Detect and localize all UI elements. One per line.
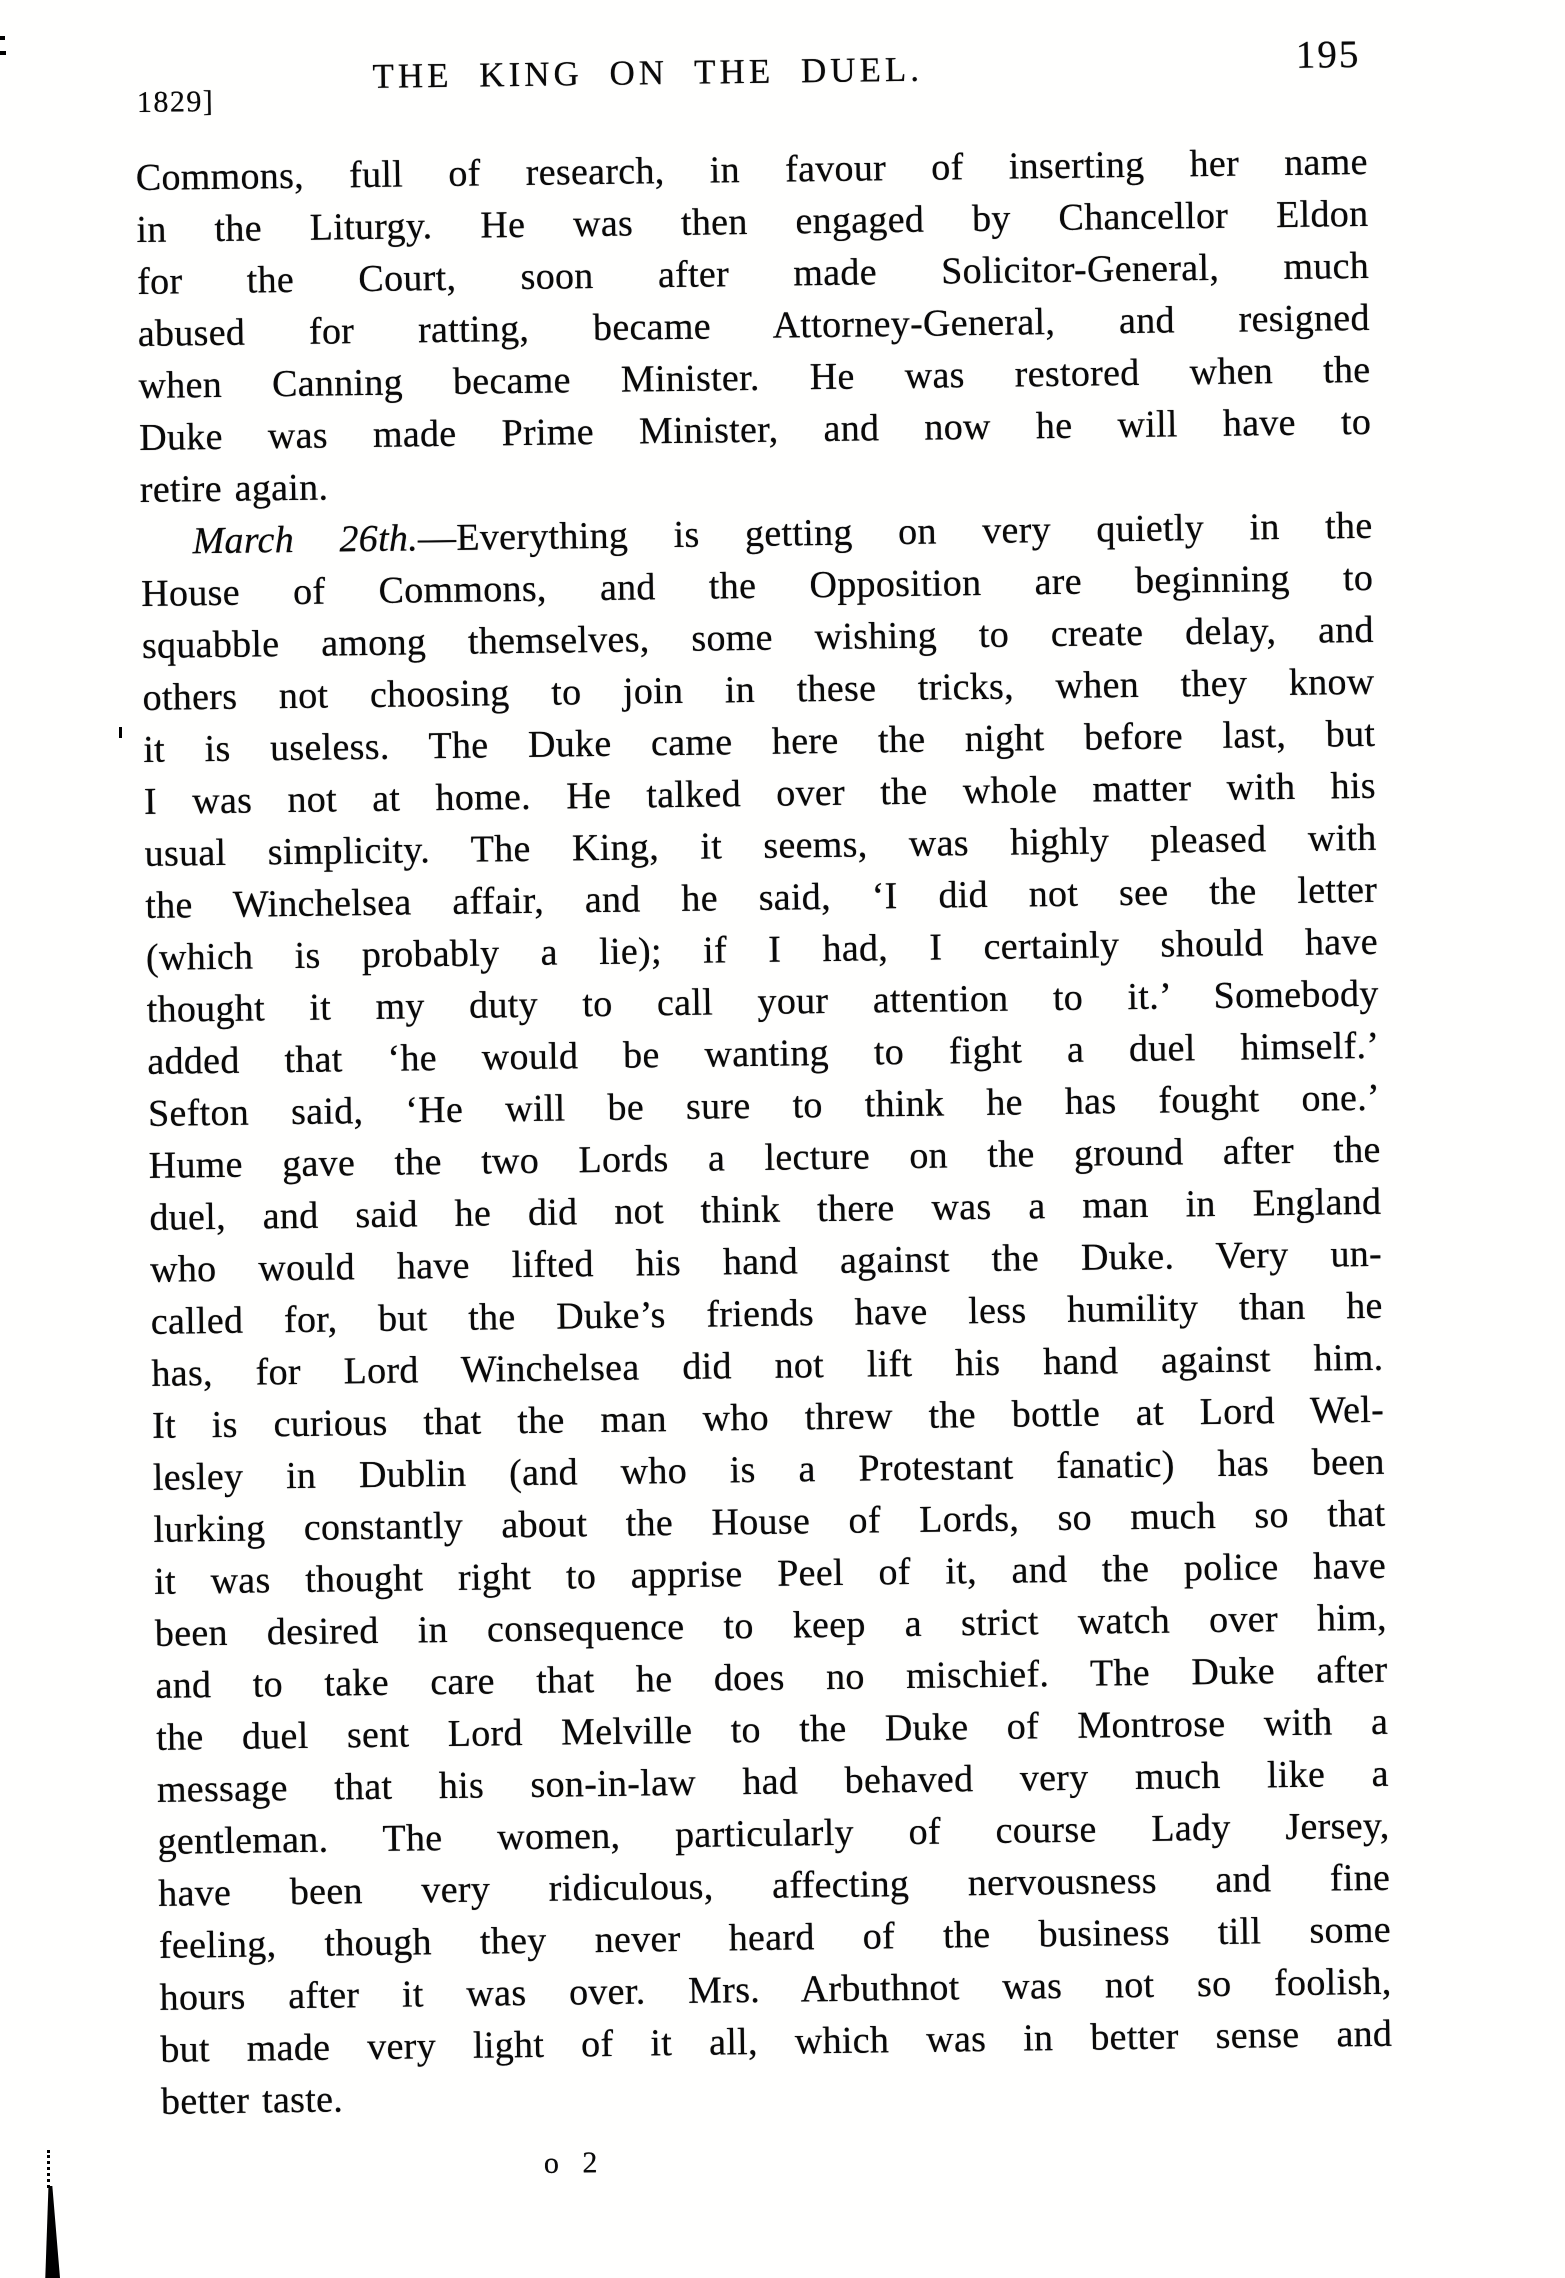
text-line: called for, but the Duke’s friends have less humility than he (150, 1284, 1383, 1343)
running-title: THE KING ON THE DUEL. (372, 49, 924, 96)
page-content (134, 24, 1393, 2180)
date-lead: March 26th. (192, 517, 419, 563)
page-number: 195 (1295, 32, 1361, 77)
text-line: retire again. (139, 466, 329, 511)
text-line: usual simplicity. The King, it seems, was highly pleased with (144, 816, 1377, 875)
text-line: lesley in Dublin (and who is a Protestant fanatic) has been (152, 1440, 1385, 1499)
text-line: the Winchelsea affair, and he said, ‘I did not see the letter (145, 868, 1378, 927)
text-line: gentleman. The women, particularly of course Lady Jersey, (157, 1804, 1390, 1863)
text-line: but made very light of it all, which was in better sense and (160, 2012, 1393, 2071)
scan-artifact-gutter-line (44, 2186, 60, 2278)
margin-year-label: 1829] (136, 84, 215, 119)
text-line: better taste. (160, 2078, 344, 2123)
text-line: House of Commons, and the Opposition are beginning to (140, 556, 1374, 615)
text-line: Commons, full of research, in favour of inserting her name (135, 140, 1368, 199)
body-text (135, 136, 1393, 2128)
scan-artifact-gutter-line (47, 2150, 50, 2188)
scan-artifact-tick (119, 727, 122, 738)
text-line: thought it my duty to call your attention to it.’ Somebody (146, 972, 1379, 1031)
text-line: hours after it was over. Mrs. Arbuthnot was not so foolish, (159, 1960, 1392, 2019)
text-line: in the Liturgy. He was then engaged by Chancellor Eldon (136, 192, 1369, 251)
text-line: Duke was made Prime Minister, and now he will have to (138, 400, 1372, 459)
text-line: abused for ratting, became Attorney-General, and resigned (137, 296, 1371, 355)
text-line: message that his son-in-law had behaved very much like a (156, 1752, 1390, 1811)
text-line: the duel sent Lord Melville to the Duke of Montrose with a (155, 1700, 1389, 1759)
text-line: (which is probably a lie); if I had, I certainly should have (145, 920, 1379, 979)
text-line: who would have lifted his hand against the Duke. Very un- (149, 1232, 1383, 1291)
text-line: it is useless. The Duke came here the night before last, but (143, 712, 1376, 771)
text-line: feeling, though they never heard of the business till some (158, 1908, 1392, 1967)
text-line: it was thought right to apprise Peel of it, and the police have (153, 1544, 1387, 1603)
text-line: It is curious that the man who threw the bottle at Lord Wel- (151, 1388, 1385, 1447)
scan-artifact-dot (0, 51, 6, 55)
text-line: when Canning became Minister. He was restored when the (138, 348, 1371, 407)
text-line: and to take care that he does no mischief. The Duke after (155, 1648, 1388, 1707)
paragraph-continuation (135, 136, 1372, 516)
lead-rest: —Everything is getting on very quietly in the (417, 504, 1373, 560)
text-line: Sefton said, ‘He will be sure to think he has fought one.’ (147, 1076, 1381, 1135)
text-line: added that ‘he would be wanting to fight a duel himself.’ (147, 1024, 1380, 1083)
footer-signature-mark: o 2 (543, 2146, 606, 2180)
text-line: for the Court, soon after made Solicitor-General, much (136, 244, 1370, 303)
text-line: duel, and said he did not think there was a man in England (149, 1180, 1382, 1239)
text-line: been desired in consequence to keep a strict watch over him, (154, 1596, 1388, 1655)
text-line: have been very ridiculous, affecting nervousness and fine (157, 1856, 1391, 1915)
text-line: others not choosing to join in these tricks, when they know (142, 660, 1375, 719)
scan-artifact-dot (0, 36, 5, 40)
paragraph-march-26 (140, 500, 1393, 2128)
text-line: Hume gave the two Lords a lecture on the ground after the (148, 1128, 1381, 1187)
text-line: has, for Lord Winchelsea did not lift his hand against him. (151, 1336, 1384, 1395)
text-line: squabble among themselves, some wishing to create delay, and (141, 608, 1375, 667)
text-line: I was not at home. He talked over the whole matter with his (143, 764, 1377, 823)
text-line: lurking constantly about the House of Lords, so much so that (153, 1492, 1386, 1551)
page-header (134, 24, 1367, 152)
